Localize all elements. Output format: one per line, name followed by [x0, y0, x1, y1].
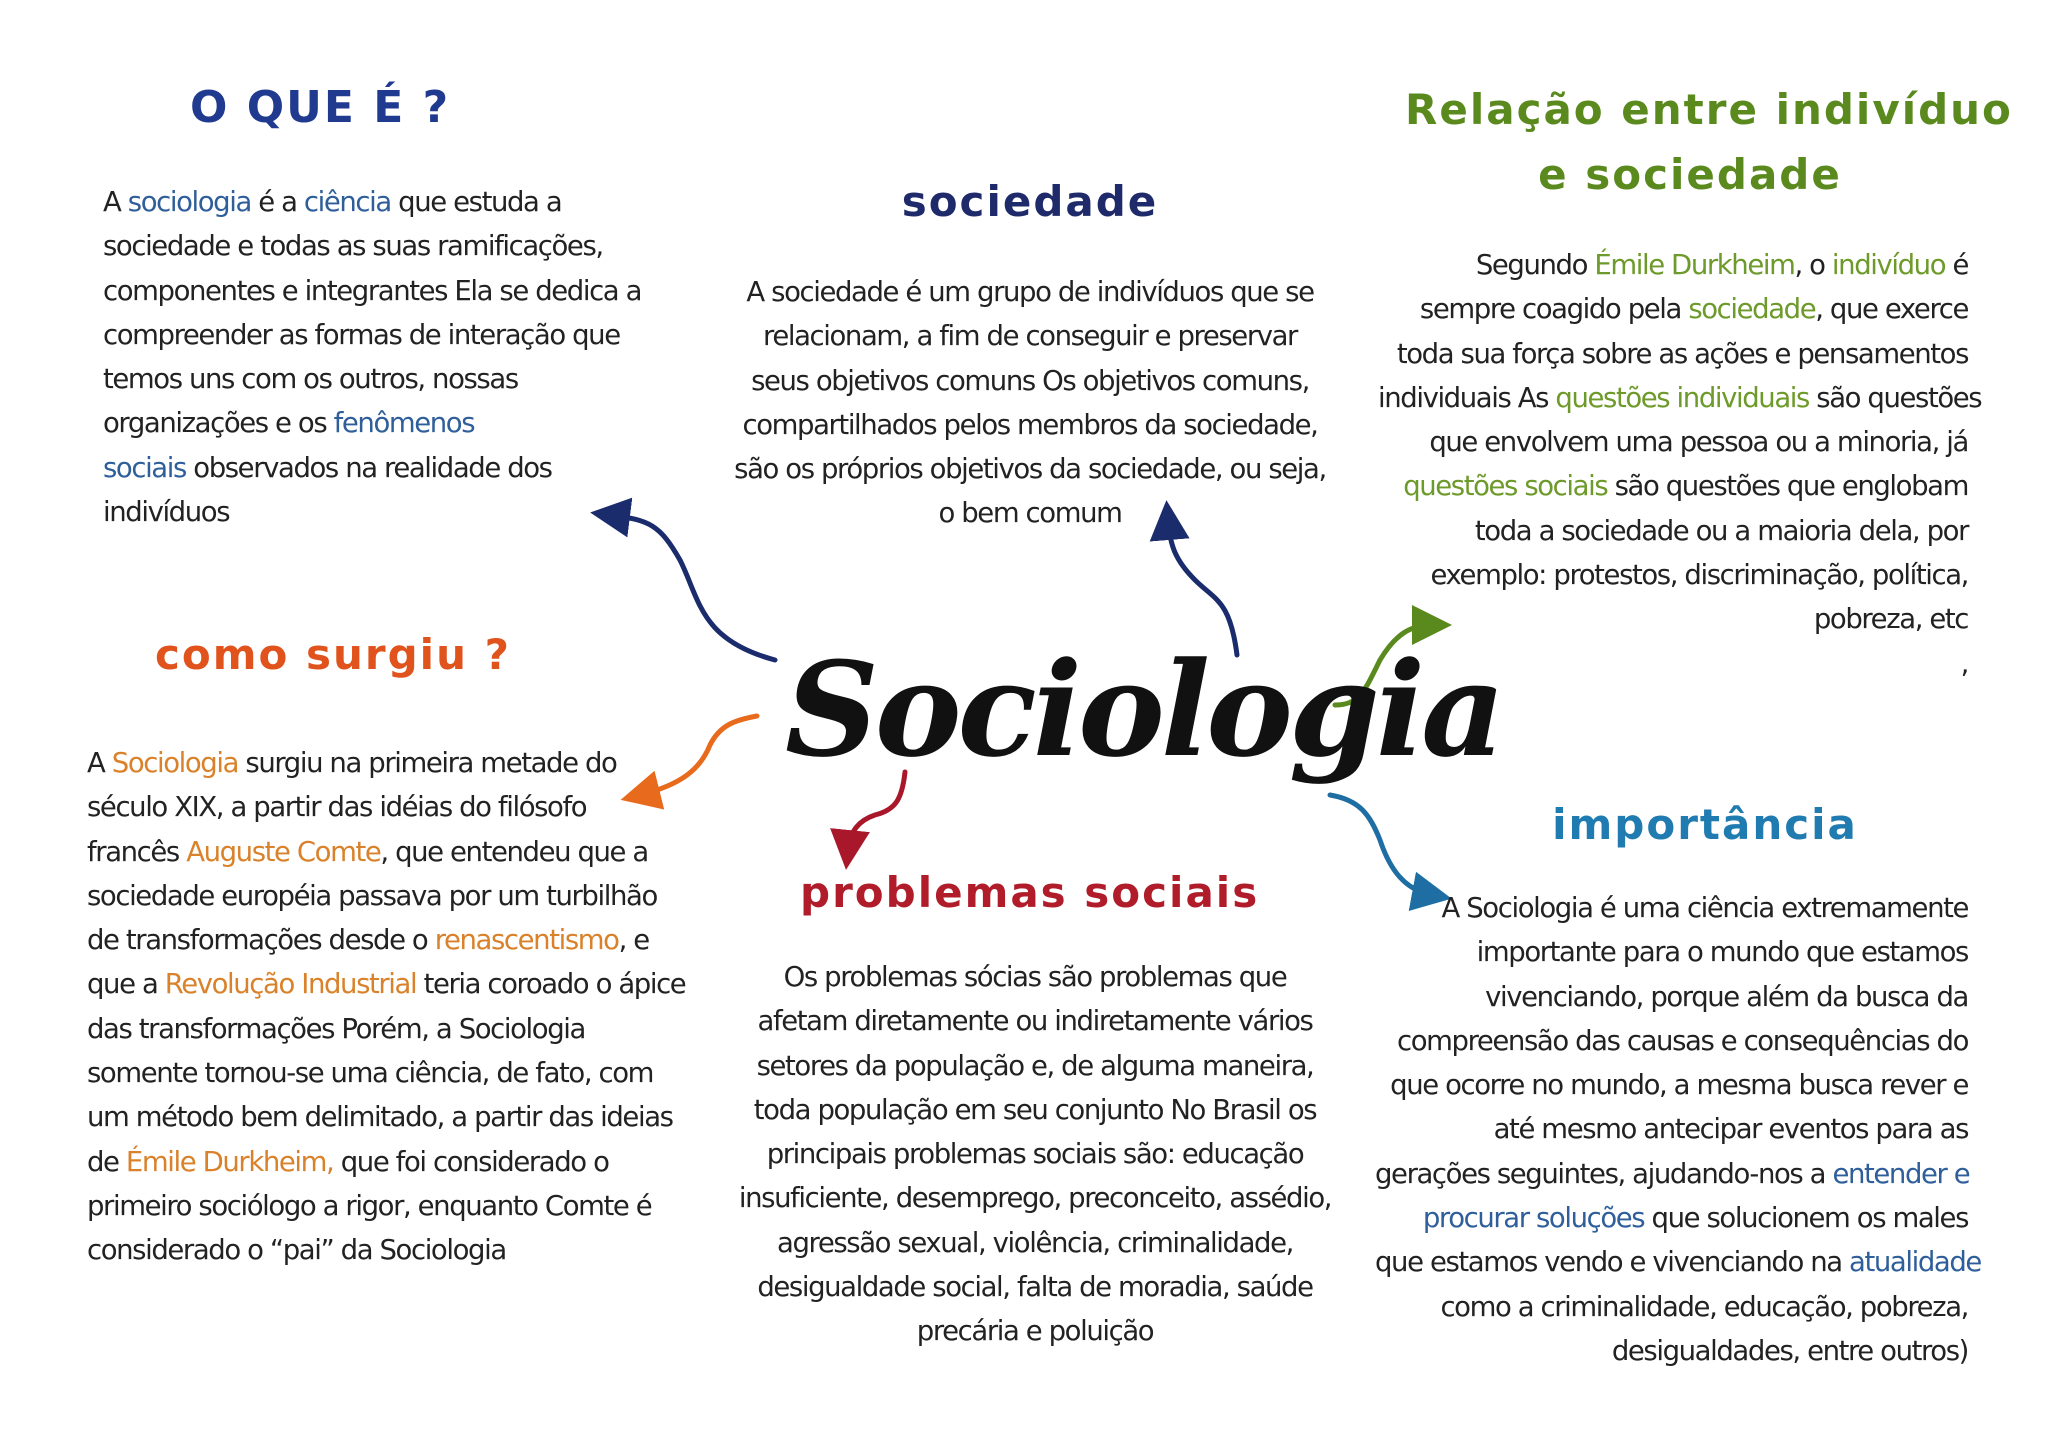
- o-que-e-line: [103, 401, 663, 445]
- text-run: que foi considerado o: [333, 1145, 609, 1178]
- importancia-line: [1375, 1285, 1968, 1329]
- text-run: sociedade européia passava por um turbilhão: [87, 879, 657, 912]
- text-run: A: [87, 747, 112, 779]
- sociedade-line: [730, 359, 1330, 403]
- highlighted-term: Émile Durkheim,: [125, 1145, 334, 1178]
- text-run: , o: [1794, 249, 1832, 281]
- relacao-line: [1378, 376, 1982, 420]
- problemas-line: [730, 1088, 1340, 1132]
- como-surgiu-line: [87, 1007, 677, 1051]
- text-run: , que entendeu que a: [380, 835, 648, 868]
- highlighted-term: fenômenos: [333, 407, 475, 440]
- text-run: compreensão das causas e consequências do: [1396, 1024, 1968, 1057]
- relacao-title-line2: e sociedade: [1538, 150, 1842, 199]
- text-run: A: [103, 186, 128, 218]
- highlighted-term: ciência: [303, 186, 391, 218]
- text-run: desigualdades, entre outros): [1611, 1334, 1968, 1367]
- relacao-line: [1378, 642, 1968, 686]
- text-run: organizações e os: [103, 407, 334, 440]
- importancia-title: importância: [1552, 800, 1858, 849]
- como-surgiu-line: [87, 1140, 677, 1184]
- highlighted-term: sociedade: [1688, 293, 1816, 326]
- importancia-line: [1375, 975, 1968, 1019]
- como-surgiu-line: [87, 1184, 677, 1228]
- sociedade-line: [730, 447, 1330, 491]
- sociedade-text: [730, 270, 1330, 536]
- text-run: individuais As: [1378, 381, 1556, 414]
- o-que-e-title: O QUE É ?: [190, 82, 451, 133]
- relacao-line: [1378, 464, 1968, 508]
- highlighted-term: questões sociais: [1403, 470, 1608, 503]
- highlighted-term: sociais: [103, 451, 186, 484]
- text-run: de transformações desde o: [87, 924, 435, 957]
- como-surgiu-line: [87, 741, 677, 785]
- text-run: é a: [250, 186, 304, 218]
- relacao-line: [1378, 332, 1968, 376]
- como-surgiu-text: [87, 741, 686, 1273]
- text-run: são questões que englobam: [1607, 470, 1968, 503]
- text-run: ,: [1960, 647, 1968, 680]
- highlighted-term: sociologia: [127, 186, 251, 218]
- text-run: primeiro sociólogo a rigor, enquanto Comte é: [87, 1189, 652, 1222]
- text-run: que estamos vendo e vivenciando na: [1375, 1246, 1850, 1279]
- highlighted-term: indivíduo: [1831, 249, 1946, 281]
- text-run: o bem comum: [938, 497, 1122, 530]
- text-run: A Sociologia é uma ciência extremamente: [1441, 892, 1968, 924]
- text-run: que solucionem os males: [1644, 1202, 1968, 1235]
- problemas-line: [730, 1176, 1340, 1220]
- text-run: surgiu na primeira metade do: [238, 747, 617, 779]
- text-run: toda sua força sobre as ações e pensamentos: [1396, 337, 1968, 370]
- relacao-text: [1378, 243, 1982, 686]
- text-run: que ocorre no mundo, a mesma busca rever e: [1390, 1069, 1968, 1102]
- relacao-line: [1378, 597, 1968, 641]
- text-run: , que exerce: [1815, 293, 1968, 326]
- text-run: importante para o mundo que estamos: [1476, 936, 1968, 969]
- highlighted-term: atualidade: [1849, 1246, 1981, 1279]
- importancia-line: [1375, 1240, 1981, 1284]
- text-run: principais problemas sociais são: educação: [766, 1138, 1304, 1171]
- importancia-line: [1375, 930, 1968, 974]
- text-run: gerações seguintes, ajudando-nos a: [1375, 1157, 1833, 1190]
- problemas-line: [730, 999, 1340, 1043]
- text-run: relacionam, a fim de conseguir e preservar: [763, 320, 1297, 353]
- highlighted-term: entender e: [1832, 1157, 1970, 1190]
- importancia-line: [1375, 1196, 1968, 1240]
- sociedade-line: [730, 403, 1330, 447]
- o-que-e-line: [103, 313, 663, 357]
- text-run: até mesmo antecipar eventos para as: [1493, 1113, 1968, 1146]
- text-run: desigualdade social, falta de moradia, saúde: [757, 1271, 1313, 1304]
- text-run: Os problemas sócias são problemas que: [783, 961, 1287, 993]
- text-run: seus objetivos comuns Os objetivos comuns,: [751, 364, 1309, 397]
- problemas-line: [730, 1265, 1340, 1309]
- problemas-text: [730, 955, 1340, 1354]
- o-que-e-line: [103, 180, 663, 224]
- o-que-e-line: [103, 357, 663, 401]
- text-run: das transformações Porém, a Sociologia: [87, 1012, 585, 1045]
- text-run: sociedade e todas as suas ramificações,: [103, 230, 603, 263]
- como-surgiu-line: [87, 785, 677, 829]
- como-surgiu-line: [87, 1095, 677, 1139]
- text-run: Segundo: [1475, 249, 1595, 281]
- text-run: século XIX, a partir das idéias do filósofo: [87, 791, 587, 824]
- text-run: são questões: [1808, 381, 1982, 414]
- text-run: somente tornou-se uma ciência, de fato, com: [87, 1057, 654, 1090]
- text-run: insuficiente, desemprego, preconceito, assédio,: [738, 1182, 1332, 1215]
- como-surgiu-line: [87, 962, 686, 1006]
- o-que-e-line: [103, 446, 663, 490]
- text-run: teria coroado o ápice: [416, 968, 686, 1001]
- text-run: componentes e integrantes Ela se dedica a: [103, 274, 642, 307]
- arrow-to-o-que-e: [610, 515, 775, 660]
- text-run: como a criminalidade, educação, pobreza,: [1440, 1290, 1968, 1323]
- central-title: Sociologia: [785, 633, 1502, 786]
- relacao-title-line1: Relação entre indivíduo: [1405, 85, 2013, 134]
- text-run: toda a sociedade ou a maioria dela, por: [1474, 514, 1968, 547]
- arrow-to-importancia: [1330, 795, 1432, 895]
- o-que-e-text: [103, 180, 663, 534]
- highlighted-term: renascentismo: [434, 924, 619, 957]
- highlighted-term: procurar soluções: [1422, 1202, 1645, 1235]
- como-surgiu-line: [87, 1228, 677, 1272]
- text-run: francês: [87, 835, 187, 868]
- text-run: pobreza, etc: [1813, 603, 1968, 636]
- como-surgiu-line: [87, 874, 677, 918]
- text-run: são os próprios objetivos da sociedade, ou seja,: [734, 453, 1326, 486]
- importancia-line: [1375, 1063, 1968, 1107]
- o-que-e-line: [103, 269, 663, 313]
- o-que-e-line: [103, 224, 663, 268]
- text-run: observados na realidade dos: [185, 451, 552, 484]
- text-run: compreender as formas de interação que: [103, 318, 620, 351]
- text-run: um método bem delimitado, a partir das ideias: [87, 1101, 673, 1134]
- text-run: de: [87, 1145, 126, 1178]
- text-run: é: [1945, 249, 1968, 281]
- relacao-line: [1378, 420, 1968, 464]
- text-run: que estuda a: [390, 186, 562, 218]
- problemas-title: problemas sociais: [800, 868, 1260, 917]
- o-que-e-line: [103, 490, 663, 534]
- importancia-line: [1375, 886, 1968, 930]
- highlighted-term: questões individuais: [1555, 381, 1809, 414]
- text-run: exemplo: protestos, discriminação, política,: [1430, 559, 1968, 592]
- problemas-line: [730, 1309, 1340, 1353]
- importancia-text: [1375, 886, 1981, 1373]
- como-surgiu-title: como surgiu ?: [155, 630, 511, 679]
- como-surgiu-line: [87, 1051, 677, 1095]
- problemas-line: [730, 1221, 1340, 1265]
- sociedade-line: [730, 314, 1330, 358]
- text-run: indivíduos: [103, 496, 230, 529]
- como-surgiu-line: [87, 918, 677, 962]
- highlighted-term: Sociologia: [111, 747, 239, 779]
- highlighted-term: Revolução Industrial: [164, 968, 417, 1001]
- como-surgiu-line: [87, 830, 677, 874]
- importancia-line: [1375, 1329, 1968, 1373]
- problemas-line: [730, 1044, 1340, 1088]
- relacao-line: [1378, 509, 1968, 553]
- relacao-line: [1378, 553, 1968, 597]
- text-run: sempre coagido pela: [1419, 293, 1689, 326]
- text-run: temos uns com os outros, nossas: [103, 363, 518, 396]
- text-run: toda população em seu conjunto No Brasil os: [753, 1093, 1317, 1126]
- text-run: A sociedade é um grupo de indivíduos que se: [746, 276, 1314, 308]
- highlighted-term: Auguste Comte: [186, 835, 381, 868]
- sociedade-line: [730, 270, 1330, 314]
- text-run: agressão sexual, violência, criminalidade,: [777, 1226, 1293, 1259]
- relacao-line: [1378, 243, 1968, 287]
- text-run: considerado o “pai” da Sociologia: [87, 1234, 506, 1267]
- relacao-line: [1378, 287, 1968, 331]
- importancia-line: [1375, 1019, 1968, 1063]
- text-run: , e: [618, 924, 649, 957]
- text-run: precária e poluição: [916, 1315, 1154, 1348]
- problemas-line: [730, 955, 1340, 999]
- text-run: setores da população e, de alguma maneira,: [756, 1049, 1314, 1082]
- highlighted-term: Émile Durkheim: [1594, 249, 1795, 281]
- text-run: que envolvem uma pessoa ou a minoria, já: [1429, 426, 1968, 459]
- problemas-line: [730, 1132, 1340, 1176]
- text-run: afetam diretamente ou indiretamente vários: [757, 1005, 1313, 1038]
- sociedade-title: sociedade: [901, 177, 1159, 226]
- text-run: compartilhados pelos membros da sociedade,: [742, 408, 1318, 441]
- text-run: que a: [87, 968, 165, 1001]
- text-run: vivenciando, porque além da busca da: [1485, 980, 1968, 1013]
- sociedade-line: [730, 491, 1330, 535]
- importancia-line: [1375, 1107, 1968, 1151]
- importancia-line: [1375, 1152, 1968, 1196]
